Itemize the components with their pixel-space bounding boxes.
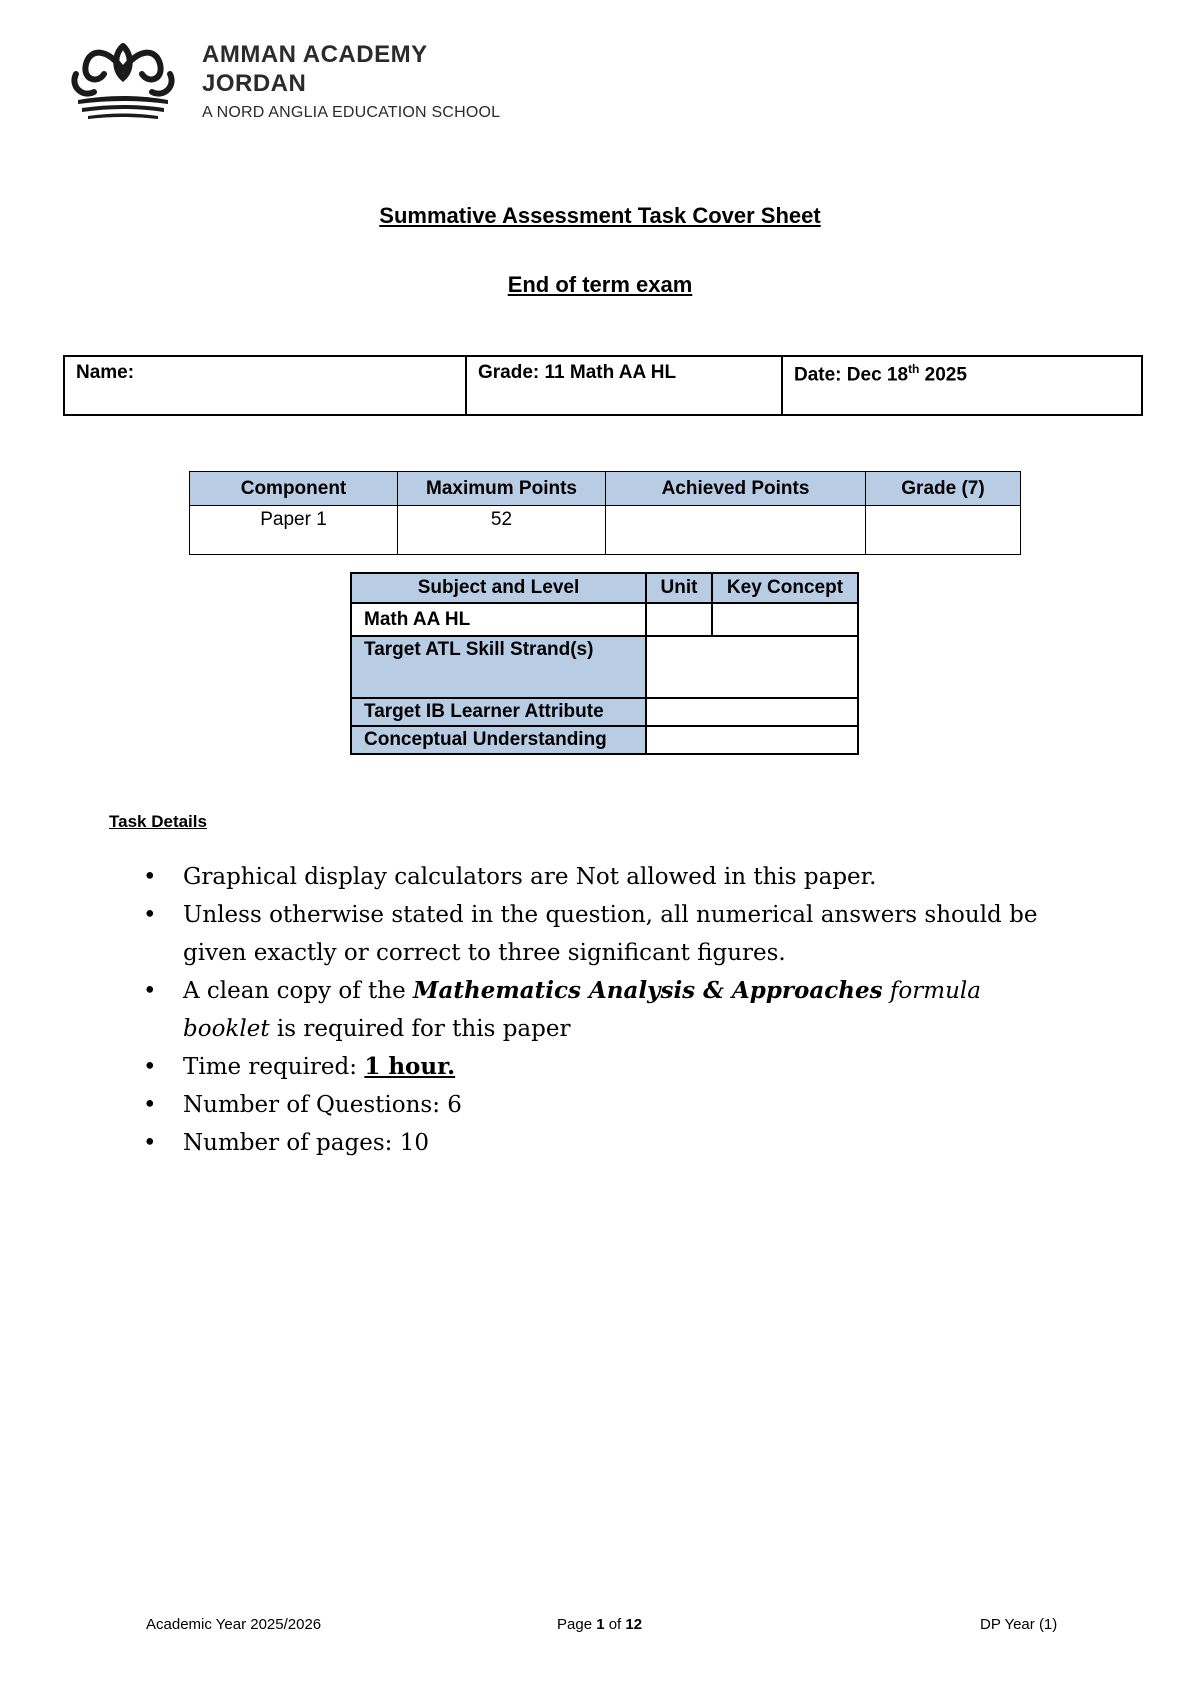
date-cell [782,356,1142,415]
header-unit: Unit [646,573,712,603]
key-concept-field[interactable] [712,603,858,636]
school-tagline: A NORD ANGLIA EDUCATION SCHOOL [202,104,501,121]
list-item: • Graphical display calculators are Not allowed in this paper. [139,858,1089,896]
header-achieved-points: Achieved Points [606,472,866,506]
page-word: Page [557,1616,597,1633]
ib-attribute-label: Target IB Learner Attribute [351,698,646,726]
header-max-points: Maximum Points [398,472,606,506]
text-segment: booklet [183,1016,270,1042]
formula-booklet-title: Mathematics Analysis & Approaches [413,977,883,1004]
max-points-value: 52 [398,506,606,555]
footer-page-number [557,1616,642,1633]
conceptual-understanding-label: Conceptual Understanding [351,726,646,754]
atl-label: Target ATL Skill Strand(s) [351,636,646,698]
school-name-line2: JORDAN [202,70,307,97]
conceptual-understanding-field[interactable] [646,726,858,754]
name-cell[interactable] [64,356,466,415]
header-grade: Grade (7) [866,472,1021,506]
school-logo [68,40,548,130]
grade-field[interactable] [866,506,1021,555]
ib-attribute-field[interactable] [646,698,858,726]
page-current: 1 [596,1616,605,1633]
subject-table [350,572,859,755]
date-suffix: 2025 [919,364,967,386]
task-details-list [139,858,1089,1162]
name-label: Name: [76,362,135,383]
grade-cell: Grade: 11 Math AA HL [466,356,782,415]
date-sup: th [908,362,920,376]
unit-field[interactable] [646,603,712,636]
of-word: of [604,1616,626,1633]
page-subtitle: End of term exam [507,272,693,297]
task-details-heading: Task Details [109,812,207,831]
subject-value: Math AA HL [351,603,646,636]
list-item [139,1048,1089,1086]
student-info-table [63,355,1143,416]
footer-dp-year: DP Year (1) [980,1616,1058,1633]
crown-emblem-icon [68,40,178,122]
list-item: • Number of pages: 10 [139,1124,1089,1162]
footer-academic-year: Academic Year 2025/2026 [146,1616,322,1633]
time-required-value: 1 hour. [364,1053,456,1080]
text-segment: formula [882,978,981,1004]
header-subject-level: Subject and Level [351,573,646,603]
atl-field[interactable] [646,636,858,698]
list-item [139,972,1089,1048]
text-segment: is required for this paper [269,1016,571,1042]
page-title: Summative Assessment Task Cover Sheet [379,203,821,228]
text-segment: A clean copy of the [183,978,414,1004]
date-prefix: Date: Dec 18 [794,364,909,386]
component-value: Paper 1 [190,506,398,555]
list-item: • Unless otherwise stated in the question, all numerical answers should be given exactly or correct to three significant figures. [139,896,1089,972]
header-key-concept: Key Concept [712,573,858,603]
page-total: 12 [625,1616,643,1633]
achieved-points-field[interactable] [606,506,866,555]
component-table [189,471,1021,555]
list-item: • Number of Questions: 6 [139,1086,1089,1124]
text-segment: Time required: [183,1054,365,1080]
header-component: Component [190,472,398,506]
school-name-line1: AMMAN ACADEMY [202,41,428,68]
